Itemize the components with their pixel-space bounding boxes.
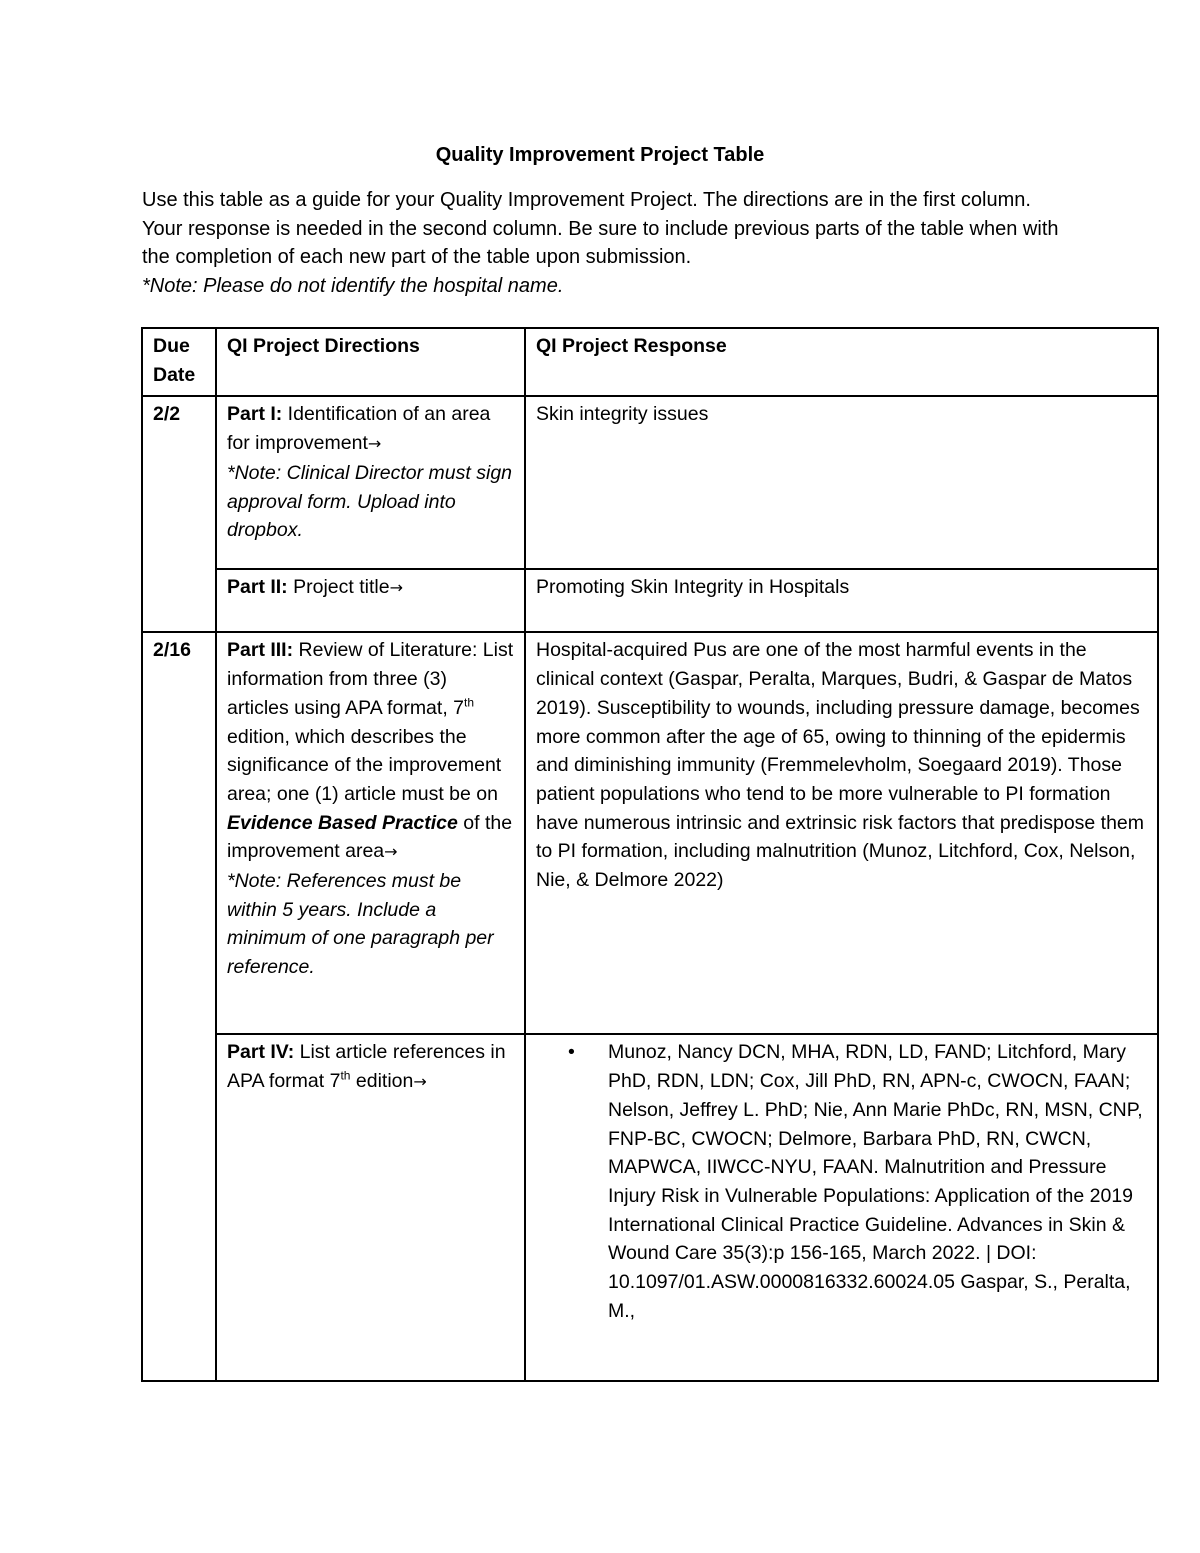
direction-text: edition, which describes the significance of the improvement area; one (1) article must be on [227, 725, 502, 805]
directions-cell [216, 569, 525, 632]
due-date-cell: 2/16 [142, 632, 216, 1381]
response-cell: Hospital-acquired Pus are one of the most harmful events in the clinical context (Gaspar, Peralta, Marques, Budri, & Gaspar de Matos 2019). Susceptibility to wounds, including pressure damage, becomes more common after the age of 65, owing to thinning of the epidermis and diminishing immunity (Fremmelevholm, Soegaard 2019). Those patient populations who tend to be more vulnerable to PI formation have numerous intrinsic and extrinsic risk factors that predispose them to PI formation, including malnutrition (Munoz, Litchford, Cox, Nelson, Nie, & Delmore 2022) [525, 632, 1158, 1034]
direction-note: *Note: References must be within 5 years. Include a minimum of one paragraph per reference. [227, 870, 494, 979]
intro-paragraph [142, 186, 1072, 300]
direction-text: Project title [287, 576, 390, 599]
directions-cell [216, 632, 525, 1034]
response-cell [525, 1034, 1158, 1381]
bullet-icon: • [568, 1041, 575, 1064]
table-row-part-3 [142, 632, 1158, 1034]
arrow-right-icon: → [384, 842, 398, 862]
list-item [536, 1038, 1147, 1325]
page-title: Quality Improvement Project Table [435, 144, 765, 166]
direction-text: Review of Literature: List information from three (3) articles using APA format, 7 [227, 639, 514, 719]
table-row-part-1 [142, 396, 1158, 569]
header-directions: QI Project Directions [216, 328, 525, 396]
superscript: th [340, 1068, 351, 1083]
header-due-date: Due Date [142, 328, 216, 396]
direction-text: edition [350, 1070, 414, 1093]
part-label: Part IV: [227, 1041, 295, 1064]
due-date-cell: 2/2 [142, 396, 216, 632]
directions-cell [216, 1034, 525, 1381]
direction-text: List article references in APA format 7 [227, 1041, 506, 1093]
table-row-part-2 [142, 569, 1158, 632]
arrow-right-icon: → [413, 1072, 427, 1092]
qi-project-table [141, 327, 1159, 1382]
reference-list [536, 1038, 1147, 1325]
header-response: QI Project Response [525, 328, 1158, 396]
part-label: Part III: [227, 639, 294, 662]
emphasis-text: Evidence Based Practice [227, 811, 458, 834]
table-header-row [142, 328, 1158, 396]
reference-text: Munoz, Nancy DCN, MHA, RDN, LD, FAND; Litchford, Mary PhD, RDN, LDN; Cox, Jill PhD, RN, APN-c, CWOCN, FAAN; Nelson, Jeffrey L. PhD; Nie, Ann Marie PhDc, RN, MSN, CNP, FNP-BC, CWOCN; Delmore, Barbara PhD, RN, CWCN, MAPWCA, IIWCC-NYU, FAAN. Malnutrition and Pressure Injury Risk in Vulnerable Populations: Application of the 2019 International Clinical Practice Guideline. Advances in Skin & Wound Care 35(3):p 156-165, March 2022. | DOI: 10.1097/01.ASW.0000816332.60024.05 Gaspar, S., Peralta, M., [608, 1041, 1143, 1322]
direction-note: *Note: Clinical Director must sign approval form. Upload into dropbox. [227, 461, 513, 542]
superscript: th [464, 695, 475, 710]
response-cell: Promoting Skin Integrity in Hospitals [525, 569, 1158, 632]
direction-text: Identification of an area for improvement [227, 403, 491, 455]
part-label: Part I: [227, 403, 283, 426]
intro-note: *Note: Please do not identify the hospital name. [142, 274, 564, 297]
part-label: Part II: [227, 576, 288, 599]
directions-cell [216, 396, 525, 569]
direction-text: of the improvement area [227, 811, 513, 863]
table-row-part-4 [142, 1034, 1158, 1381]
response-cell: Skin integrity issues [525, 396, 1158, 569]
intro-text: Use this table as a guide for your Quality Improvement Project. The directions are in the first column. Your response is needed in the second column. Be sure to include previous parts of the table when with the completion of each new part of the table upon submission. [142, 189, 1059, 268]
arrow-right-icon: → [389, 578, 403, 598]
arrow-right-icon: → [367, 434, 382, 454]
